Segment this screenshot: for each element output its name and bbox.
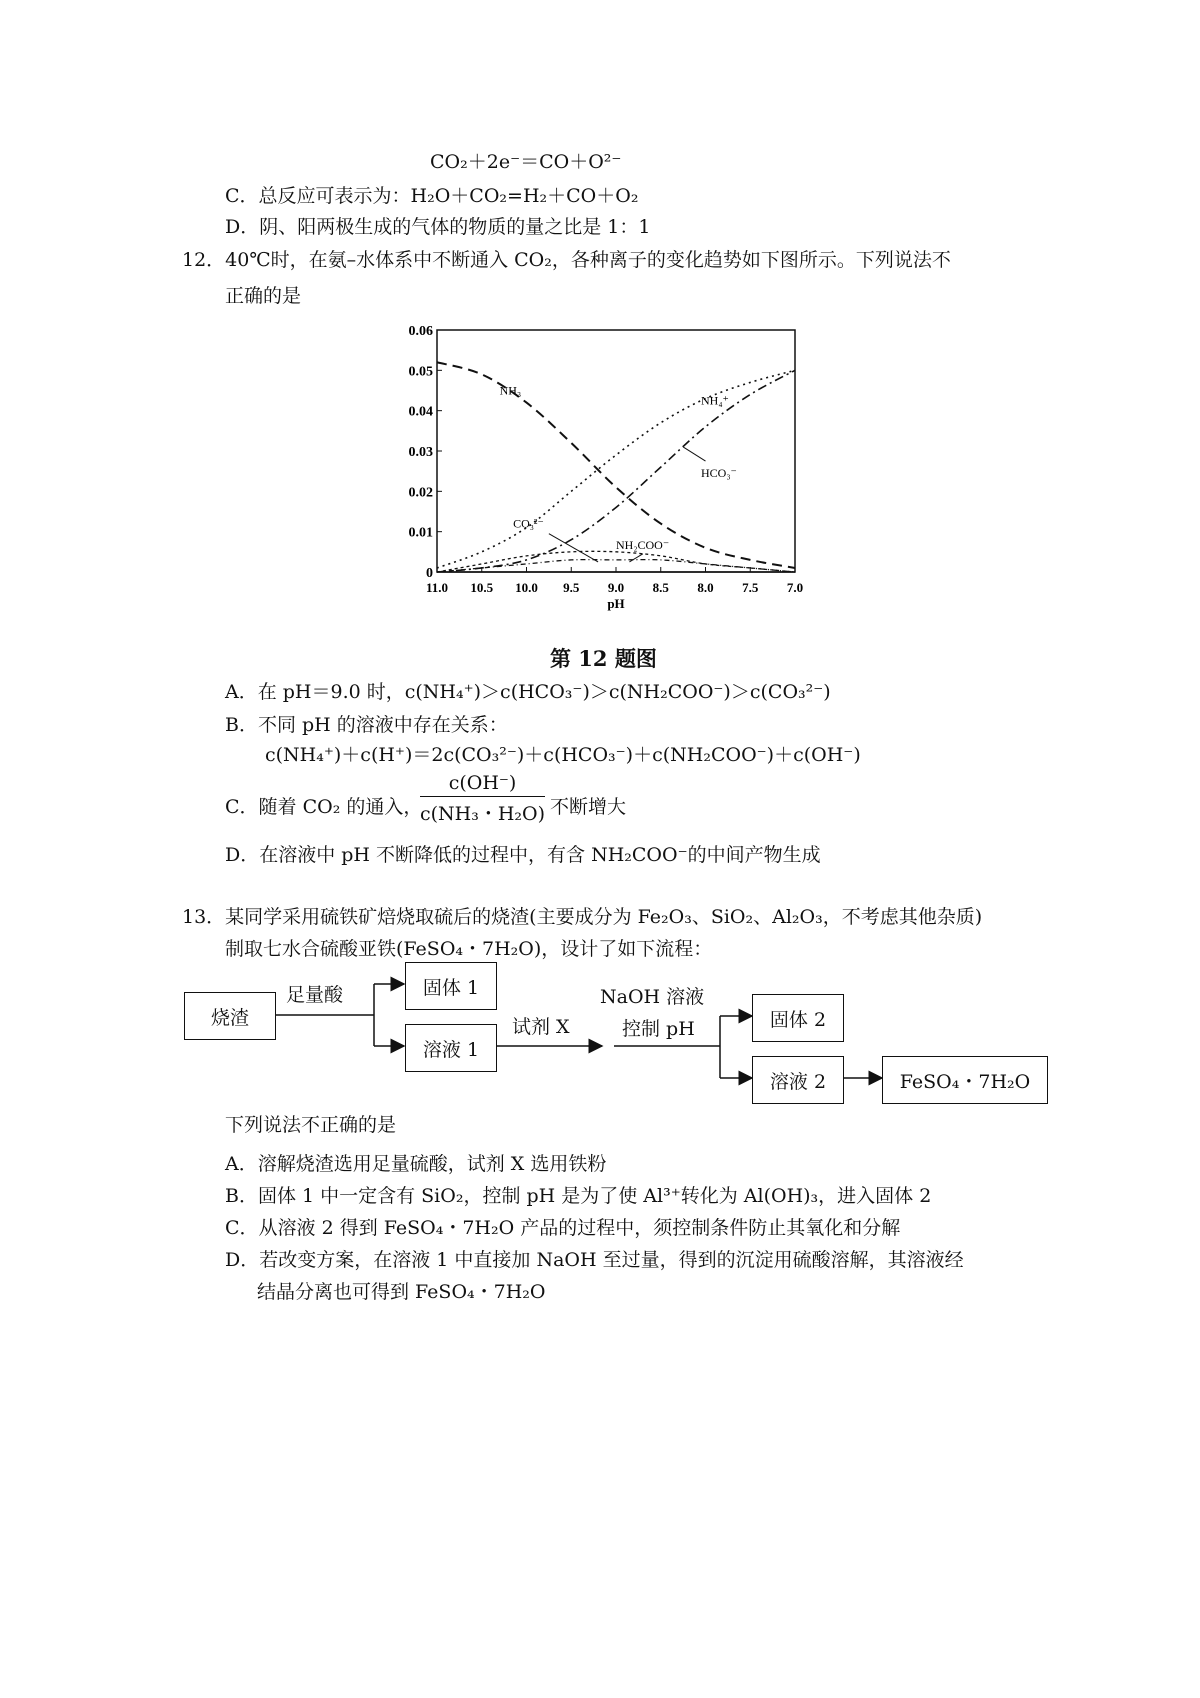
y-tick-label: 0.01 bbox=[408, 525, 433, 541]
q12-stem-line2: 正确的是 bbox=[225, 285, 302, 307]
q13-option-d-line1: D．若改变方案，在溶液 1 中直接加 NaOH 至过量，得到的沉淀用硫酸溶解，其溶液经 bbox=[225, 1249, 964, 1271]
hco3-leader-line bbox=[683, 447, 705, 461]
q13-option-d-line2: 结晶分离也可得到 FeSO₄・7H₂O bbox=[257, 1281, 546, 1303]
flow-label-reagent-x: 试剂 X bbox=[512, 1016, 570, 1038]
x-tick-label: 7.5 bbox=[742, 580, 759, 595]
q12-option-b-line2: c(NH₄⁺)＋c(H⁺)＝2c(CO₃²⁻)＋c(HCO₃⁻)＋c(NH₂COO⁻)＋c(OH⁻) bbox=[265, 744, 861, 766]
x-tick-label: 9.5 bbox=[563, 580, 580, 595]
flow-box-solution1: 溶液 1 bbox=[405, 1024, 497, 1072]
q13-option-c: C．从溶液 2 得到 FeSO₄・7H₂O 产品的过程中，须控制条件防止其氧化和分解 bbox=[225, 1217, 901, 1239]
q12-chart bbox=[395, 320, 815, 620]
q12-figure-caption: 第 12 题图 bbox=[550, 646, 657, 671]
chart-axes bbox=[437, 330, 795, 572]
y-tick-label: 0.02 bbox=[408, 485, 433, 501]
chart-frame bbox=[437, 330, 795, 572]
flow-label-acid: 足量酸 bbox=[286, 984, 344, 1006]
q12-option-c-prefix: C．随着 CO₂ 的通入， bbox=[225, 796, 423, 818]
q13-option-a: A．溶解烧渣选用足量硫酸，试剂 X 选用铁粉 bbox=[225, 1153, 607, 1175]
q12-option-c-fraction bbox=[420, 772, 545, 826]
x-tick-label: 10.0 bbox=[515, 580, 538, 595]
q13-option-b: B．固体 1 中一定含有 SiO₂，控制 pH 是为了使 Al³⁺转化为 Al(OH)₃，进入固体 2 bbox=[225, 1185, 932, 1207]
chart-x-ticks bbox=[426, 567, 803, 611]
y-tick-label: 0.05 bbox=[408, 364, 433, 380]
flow-box-solid2: 固体 2 bbox=[752, 994, 844, 1042]
q12-option-c-suffix: 不断增大 bbox=[550, 796, 627, 818]
y-tick-label: 0.03 bbox=[408, 445, 433, 460]
x-axis-label: pH bbox=[607, 596, 625, 611]
series-label-1: NH₄⁺ bbox=[701, 393, 729, 408]
q11-option-d: D．阴、阳两极生成的气体的物质的量之比是 1：1 bbox=[225, 216, 651, 238]
flow-box-solution2: 溶液 2 bbox=[752, 1056, 844, 1104]
x-tick-label: 11.0 bbox=[425, 580, 449, 595]
y-tick-label: 0.06 bbox=[408, 324, 433, 339]
flow-box-product: FeSO₄・7H₂O bbox=[882, 1056, 1048, 1104]
flow-box-start: 烧渣 bbox=[184, 992, 276, 1040]
x-tick-label: 9.0 bbox=[607, 580, 625, 595]
q12-option-a: A．在 pH＝9.0 时，c(NH₄⁺)＞c(HCO₃⁻)＞c(NH₂COO⁻)＞c(CO₃²⁻) bbox=[225, 681, 831, 703]
series-label-2: HCO₃⁻ bbox=[701, 466, 737, 481]
q11-equation: CO₂＋2e⁻＝CO＋O²⁻ bbox=[430, 151, 622, 173]
series-label-3: CO₃²⁻ bbox=[513, 516, 544, 531]
chart-series-labels bbox=[500, 384, 737, 562]
nh2coo-leader-line bbox=[629, 554, 642, 562]
q13-stem-line1: 13．某同学采用硫铁矿焙烧取硫后的烧渣(主要成分为 Fe₂O₃、SiO₂、Al₂O₃，不考虑其他杂质) bbox=[182, 906, 983, 928]
q13-stem-line2: 制取七水合硫酸亚铁(FeSO₄・7H₂O)，设计了如下流程： bbox=[225, 938, 713, 960]
x-tick-label: 10.5 bbox=[470, 580, 494, 595]
series-label-0: NH₃ bbox=[499, 383, 522, 398]
q11-option-c: C．总反应可表示为：H₂O＋CO₂=H₂＋CO＋O₂ bbox=[225, 185, 639, 207]
x-tick-label: 8.0 bbox=[697, 580, 714, 595]
flow-label-naoh: NaOH 溶液 bbox=[600, 986, 705, 1008]
y-tick-label: 0.04 bbox=[408, 404, 433, 420]
q12-option-b-line1: B．不同 pH 的溶液中存在关系： bbox=[225, 714, 508, 736]
q12-stem-line1: 12．40℃时，在氨–水体系中不断通入 CO₂，各种离子的变化趋势如下图所示。下列说法不 bbox=[182, 249, 951, 271]
y-tick-label: 0 bbox=[426, 566, 433, 581]
flow-box-solid1: 固体 1 bbox=[405, 962, 497, 1010]
series-label-4: NH₂COO⁻ bbox=[616, 538, 670, 553]
x-tick-label: 7.0 bbox=[786, 580, 804, 595]
fraction-denominator: c(NH₃・H₂O) bbox=[420, 803, 546, 825]
fraction-numerator: c(OH⁻) bbox=[420, 772, 545, 797]
q12-option-d: D．在溶液中 pH 不断降低的过程中，有含 NH₂COO⁻的中间产物生成 bbox=[225, 844, 821, 866]
x-tick-label: 8.5 bbox=[652, 580, 669, 595]
q13-question: 下列说法不正确的是 bbox=[225, 1114, 397, 1136]
flow-label-ph: 控制 pH bbox=[622, 1018, 695, 1040]
